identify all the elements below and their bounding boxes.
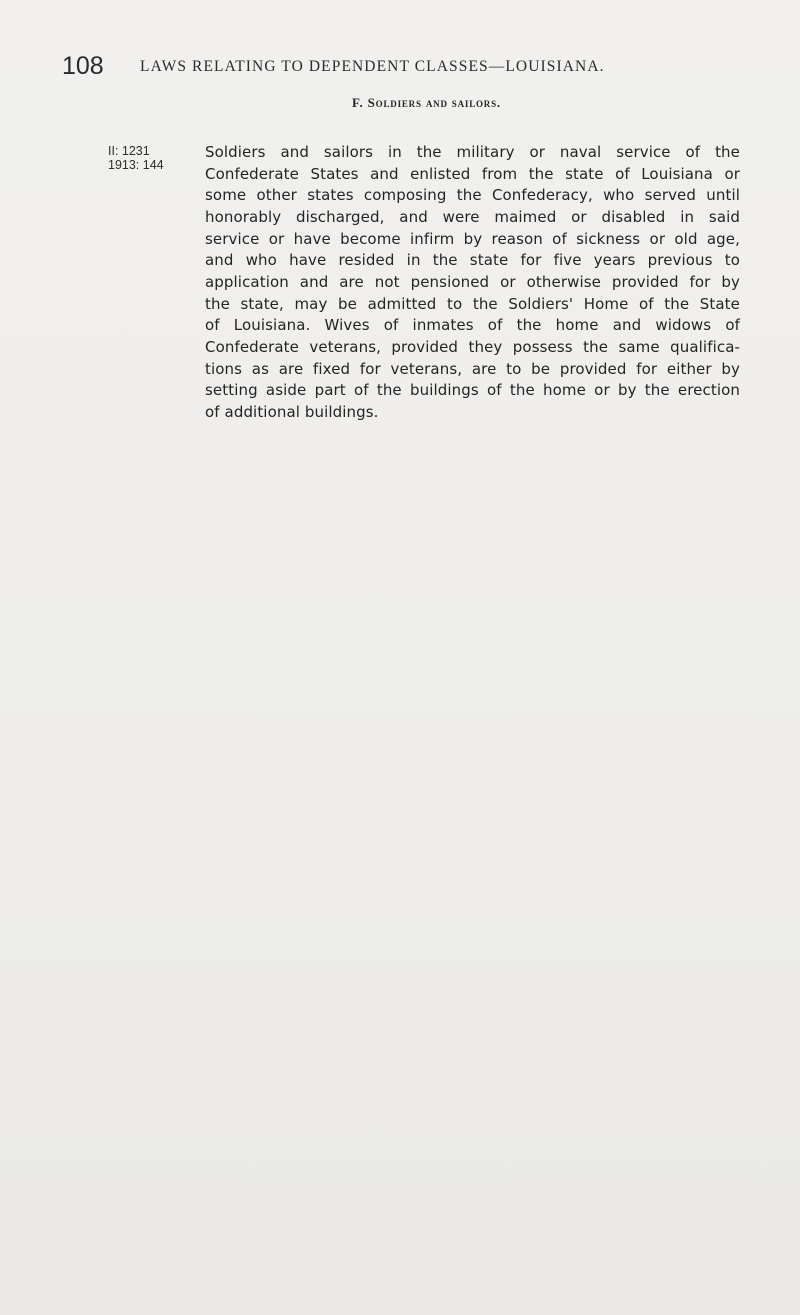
citation-line-2: 1913: 144 [108, 158, 164, 172]
paragraph-line: and who have resided in the state for five years previous to [205, 251, 740, 270]
paragraph-line: of Louisiana. Wives of inmates of the home and widows of [205, 316, 740, 335]
paragraph-line: honorably discharged, and were maimed or disabled in said [205, 207, 740, 226]
body-paragraph [205, 142, 740, 424]
section-heading: F. Soldiers and sailors. [352, 95, 501, 110]
paragraph-line: application and are not pensioned or otherwise provided for by [205, 272, 740, 291]
paragraph-line: Confederate veterans, provided they possess the same qualifica- [205, 337, 740, 356]
citation-line-1: II: 1231 [108, 144, 150, 158]
paragraph-line: the state, may be admitted to the Soldiers' Home of the State [205, 294, 740, 313]
paragraph-line: service or have become infirm by reason of sickness or old age, [205, 229, 740, 248]
paragraph-line: some other states composing the Confederacy, who served until [205, 186, 740, 205]
paragraph-line: tions as are fixed for veterans, are to be provided for either by [205, 359, 740, 378]
running-head: LAWS RELATING TO DEPENDENT CLASSES—LOUISIANA. [140, 58, 605, 75]
paragraph-line: Confederate States and enlisted from the state of Louisiana or [205, 164, 740, 183]
page-header [62, 50, 782, 82]
paragraph-line: setting aside part of the buildings of the home or by the erection [205, 381, 740, 400]
margin-citation [108, 144, 164, 172]
paragraph-line: Soldiers and sailors in the military or naval service of the [205, 143, 740, 161]
page-number: 108 [62, 52, 104, 80]
paragraph-line: of additional buildings. [205, 402, 379, 421]
